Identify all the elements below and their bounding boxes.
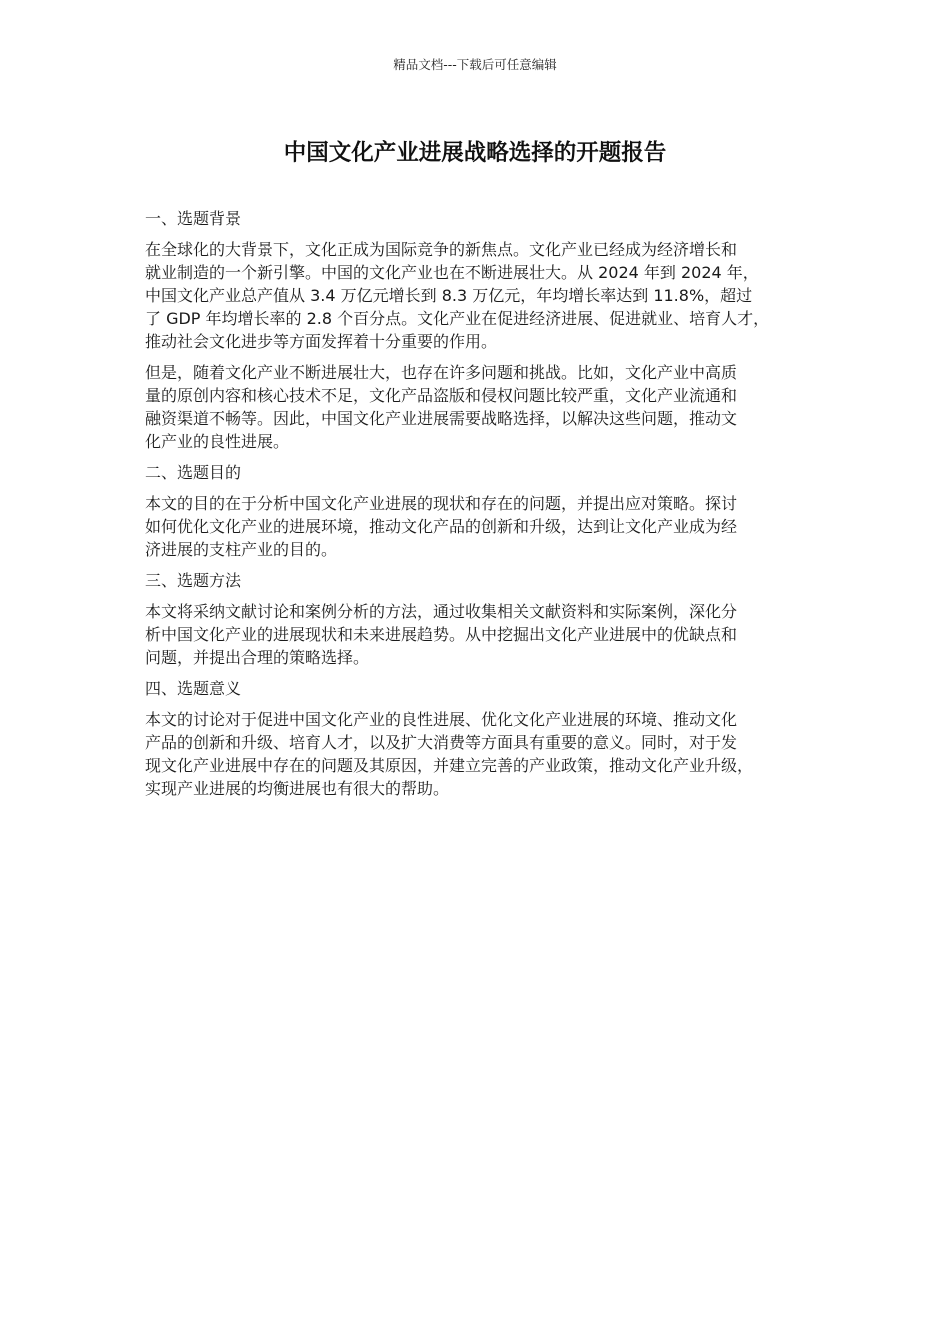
text-line: 融资渠道不畅等。因此，中国文化产业进展需要战略选择，以解决这些问题，推动文	[145, 409, 738, 428]
text-line: 量的原创内容和核心技术不足，文化产品盗版和侵权问题比较严重，文化产业流通和	[145, 386, 738, 405]
text-line: 本文的讨论对于促进中国文化产业的良性进展、优化文化产业进展的环境、推动文化	[145, 710, 738, 729]
section-heading-significance: 四、选题意义	[145, 679, 242, 698]
text-line: 现文化产业进展中存在的问题及其原因，并建立完善的产业政策，推动文化产业升级，	[145, 756, 754, 775]
text-line: 在全球化的大背景下，文化正成为国际竞争的新焦点。文化产业已经成为经济增长和	[145, 240, 738, 259]
text-line: 本文的目的在于分析中国文化产业进展的现状和存在的问题，并提出应对策略。探讨	[145, 494, 738, 513]
page-title: 中国文化产业进展战略选择的开题报告	[283, 140, 667, 166]
paragraph-background-2	[145, 361, 810, 453]
paragraph-significance	[145, 708, 810, 800]
section-heading-purpose: 二、选题目的	[145, 463, 242, 482]
document-body	[145, 207, 810, 808]
text-line: 析中国文化产业的进展现状和未来进展趋势。从中挖掘出文化产业进展中的优缺点和	[145, 625, 738, 644]
text-line: 问题，并提出合理的策略选择。	[145, 648, 370, 667]
text-line: 推动社会文化进步等方面发挥着十分重要的作用。	[145, 332, 498, 351]
section-heading-method: 三、选题方法	[145, 571, 242, 590]
text-line: 但是，随着文化产业不断进展壮大，也存在许多问题和挑战。比如，文化产业中高质	[145, 363, 738, 382]
section-heading-background: 一、选题背景	[145, 209, 242, 228]
text-line: 本文将采纳文献讨论和案例分析的方法，通过收集相关文献资料和实际案例，深化分	[145, 602, 738, 621]
text-line: 如何优化文化产业的进展环境，推动文化产品的创新和升级，达到让文化产业成为经	[145, 517, 738, 536]
text-line: 济进展的支柱产业的目的。	[145, 540, 338, 559]
text-line: 就业制造的一个新引擎。中国的文化产业也在不断进展壮大。从 2024 年到 2024 年，	[145, 263, 759, 282]
paragraph-background-1	[145, 238, 810, 353]
paragraph-method	[145, 600, 810, 669]
header-note: 精品文档---下载后可任意编辑	[393, 57, 557, 72]
paragraph-purpose	[145, 492, 810, 561]
text-line: 实现产业进展的均衡进展也有很大的帮助。	[145, 779, 450, 798]
text-line: 中国文化产业总产值从 3.4 万亿元增长到 8.3 万亿元，年均增长率达到 11.8%，超过	[145, 286, 753, 305]
text-line: 了 GDP 年均增长率的 2.8 个百分点。文化产业在促进经济进展、促进就业、培育人才，	[145, 309, 770, 328]
text-line: 化产业的良性进展。	[145, 432, 290, 451]
text-line: 产品的创新和升级、培育人才，以及扩大消费等方面具有重要的意义。同时，对于发	[145, 733, 738, 752]
